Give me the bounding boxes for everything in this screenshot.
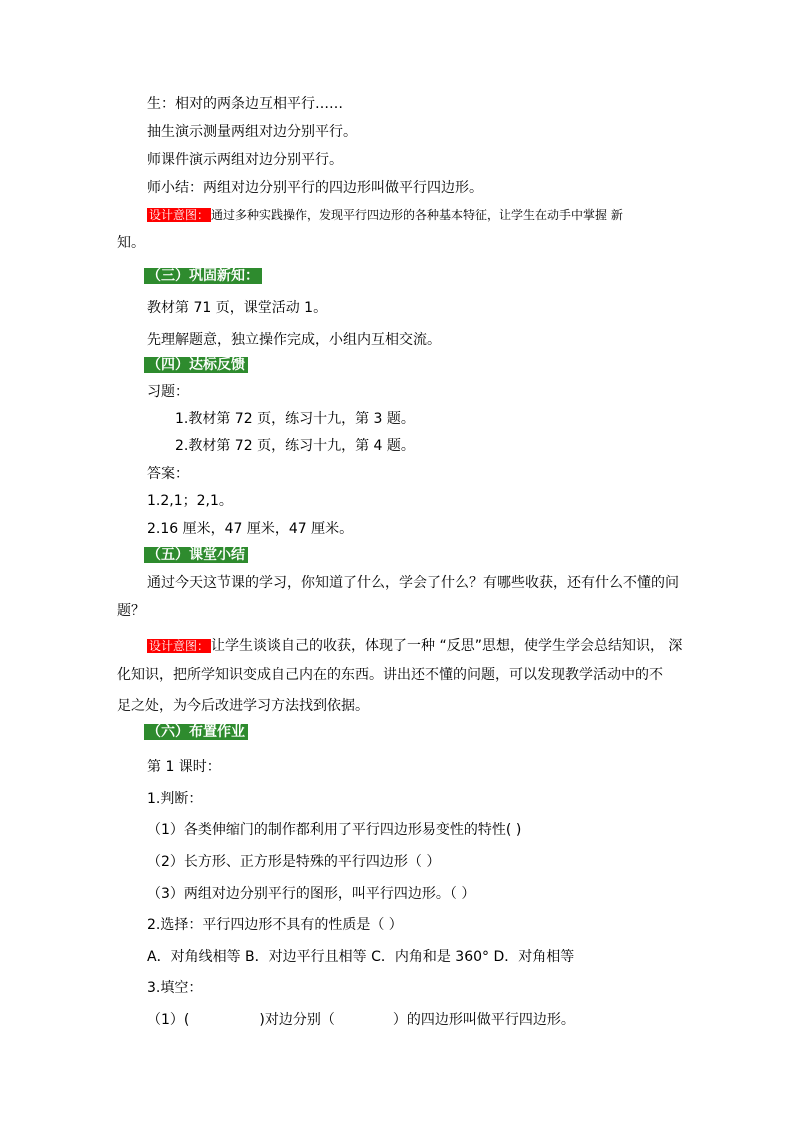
- design-intent-line: [147, 636, 682, 656]
- text-line: 化知识，把所学知识变成自己内在的东西。讲出还不懂的问题，可以发现教学活动中的不: [117, 667, 663, 683]
- text-line: 2.16 厘米，47 厘米，47 厘米。: [147, 521, 354, 537]
- section-heading: （五）课堂小结: [144, 545, 248, 565]
- text-line: （2）长方形、正方形是特殊的平行四边形（ ）: [147, 854, 441, 870]
- design-intent-line: [147, 205, 623, 225]
- text-line: 1.教材第 72 页，练习十九，第 3 题。: [175, 411, 415, 427]
- design-intent-tag: 设计意图：: [149, 639, 210, 653]
- design-intent-text: 让学生谈谈自己的收获，体现了一种 “反思”思想，使学生学会总结知识， 深: [211, 638, 683, 654]
- text-line: 教材第 71 页，课堂活动 1。: [147, 300, 328, 316]
- fill-in-line: （1）( )对边分别（ ）的四边形叫做平行四边形。: [147, 1012, 575, 1028]
- section-heading: （三）巩固新知：: [144, 266, 262, 286]
- text-line: 师小结：两组对边分别平行的四边形叫做平行四边形。: [147, 180, 483, 196]
- text-line: 题？: [117, 603, 145, 619]
- text-line: 1.判断：: [147, 791, 203, 807]
- text-line: 答案：: [147, 466, 189, 482]
- section-heading: （四）达标反馈: [144, 355, 248, 375]
- text-line: 习题：: [147, 384, 189, 400]
- text-line: 抽生演示测量两组对边分别平行。: [147, 124, 357, 140]
- text-line: 第 1 课时：: [147, 759, 221, 775]
- text-line: 3.填空：: [147, 980, 203, 996]
- text-line: 2.教材第 72 页，练习十九，第 4 题。: [175, 438, 415, 454]
- text-line: 师课件演示两组对边分别平行。: [147, 152, 343, 168]
- design-intent-text: 通过多种实践操作，发现平行四边形的各种基本特征，让学生在动手中掌握 新: [211, 208, 623, 222]
- text-line: （1）各类伸缩门的制作都利用了平行四边形易变性的特性( ): [147, 822, 522, 838]
- text-line: 足之处，为今后改进学习方法找到依据。: [117, 698, 369, 714]
- text-line: 知。: [117, 235, 145, 251]
- section-heading: （六）布置作业: [144, 722, 248, 742]
- design-intent-tag: 设计意图：: [149, 208, 210, 222]
- text-line: 通过今天这节课的学习，你知道了什么，学会了什么？有哪些收获，还有什么不懂的问: [147, 575, 679, 591]
- text-line: A．对角线相等 B．对边平行且相等 C．内角和是 360° D．对角相等: [147, 949, 575, 965]
- text-line: 1.2,1；2,1。: [147, 493, 233, 509]
- text-line: 先理解题意，独立操作完成，小组内互相交流。: [147, 332, 441, 348]
- text-line: 2.选择：平行四边形不具有的性质是（ ）: [147, 917, 403, 933]
- text-line: （3）两组对边分别平行的图形，叫平行四边形。（ ）: [147, 886, 476, 902]
- text-line: 生：相对的两条边互相平行……: [147, 96, 343, 112]
